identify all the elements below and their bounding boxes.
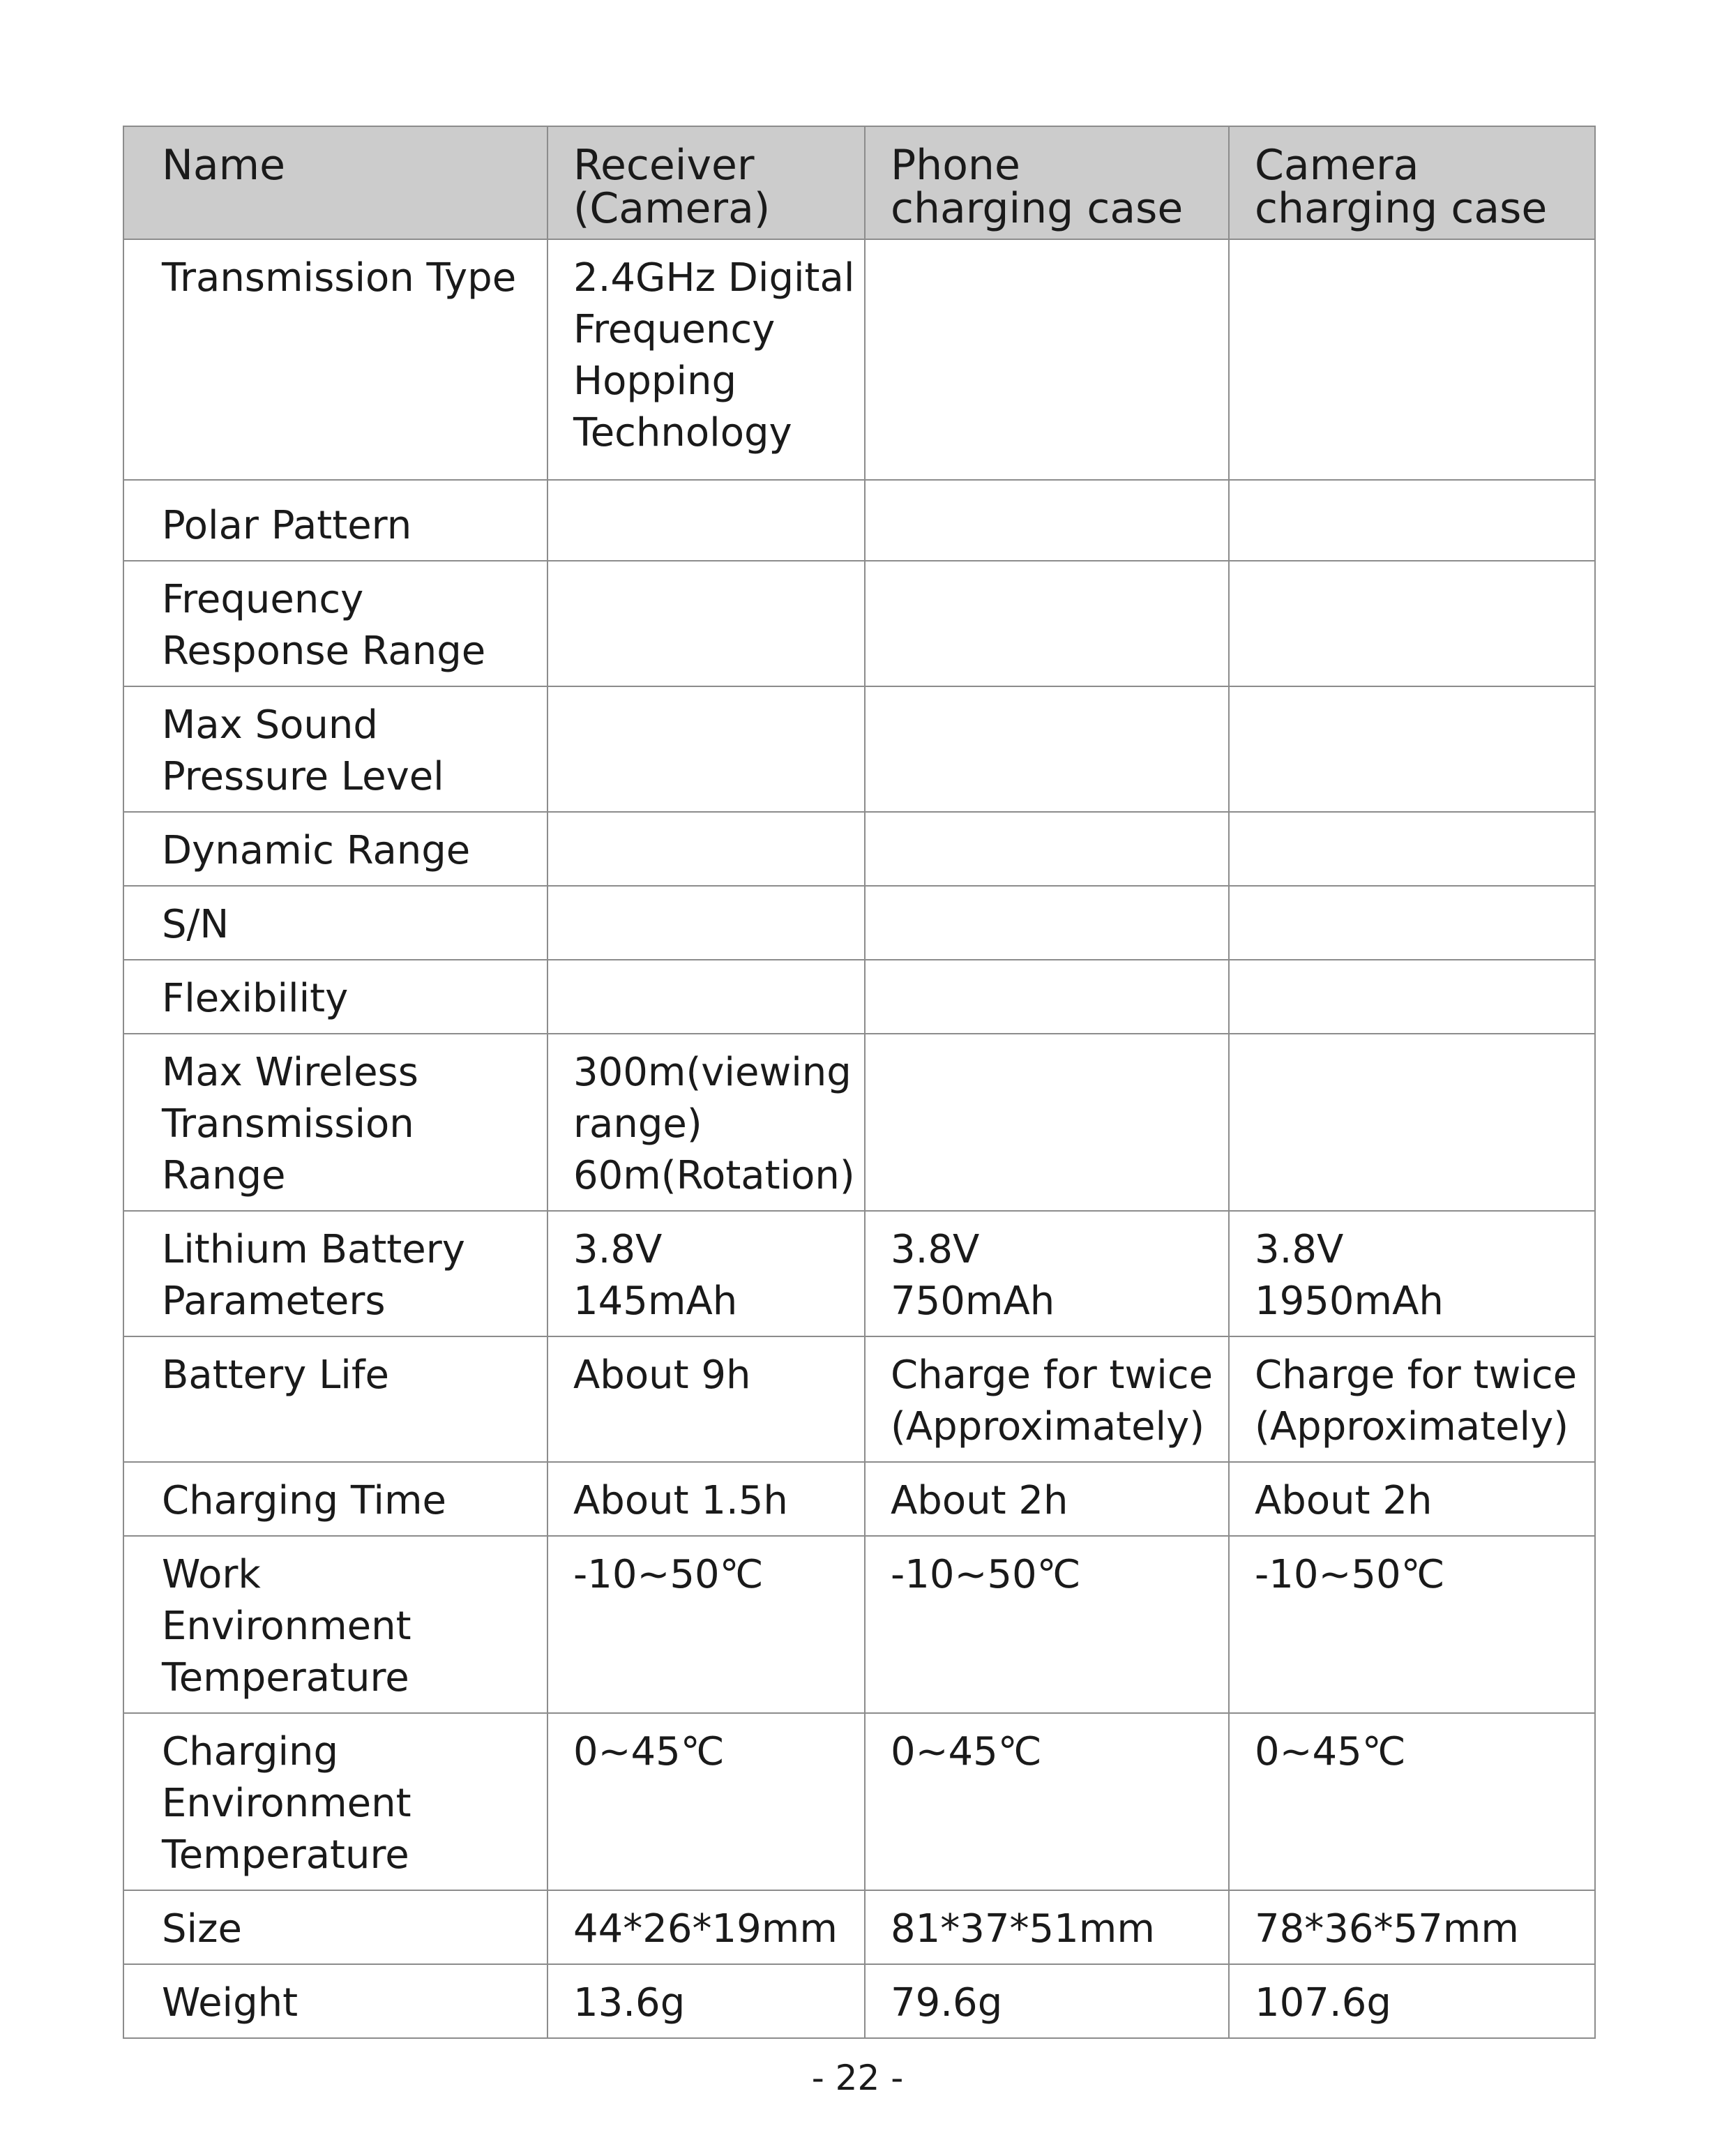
cell-phone-case bbox=[865, 960, 1229, 1034]
cell-receiver bbox=[547, 886, 865, 960]
cell-receiver: About 1.5h bbox=[547, 1462, 865, 1536]
cell-receiver: 2.4GHz Digital Frequency Hopping Technology bbox=[547, 239, 865, 480]
cell-phone-case bbox=[865, 561, 1229, 686]
cell-phone-case: 81*37*51mm bbox=[865, 1890, 1229, 1964]
cell-phone-case: 0~45℃ bbox=[865, 1713, 1229, 1890]
cell-phone-case bbox=[865, 886, 1229, 960]
specifications-table bbox=[123, 126, 1596, 2039]
header-name: Name bbox=[123, 126, 547, 239]
row-label: Dynamic Range bbox=[123, 812, 547, 886]
cell-camera-case: 3.8V 1950mAh bbox=[1229, 1211, 1595, 1336]
cell-camera-case bbox=[1229, 1034, 1595, 1211]
cell-camera-case: About 2h bbox=[1229, 1462, 1595, 1536]
cell-camera-case bbox=[1229, 239, 1595, 480]
row-label: Polar Pattern bbox=[123, 480, 547, 561]
cell-receiver: 3.8V 145mAh bbox=[547, 1211, 865, 1336]
cell-receiver bbox=[547, 561, 865, 686]
cell-phone-case: Charge for twice (Approximately) bbox=[865, 1336, 1229, 1462]
table-row bbox=[123, 886, 1595, 960]
cell-phone-case: 3.8V 750mAh bbox=[865, 1211, 1229, 1336]
cell-camera-case bbox=[1229, 480, 1595, 561]
cell-camera-case: 78*36*57mm bbox=[1229, 1890, 1595, 1964]
table-row bbox=[123, 1336, 1595, 1462]
cell-camera-case bbox=[1229, 886, 1595, 960]
page-number: - 22 - bbox=[811, 2058, 904, 2098]
table-row bbox=[123, 239, 1595, 480]
table-row bbox=[123, 686, 1595, 812]
cell-receiver: 13.6g bbox=[547, 1964, 865, 2038]
cell-receiver: 300m(viewing range) 60m(Rotation) bbox=[547, 1034, 865, 1211]
cell-receiver: About 9h bbox=[547, 1336, 865, 1462]
row-label: Work Environment Temperature bbox=[123, 1536, 547, 1713]
table-row bbox=[123, 1536, 1595, 1713]
row-label: Charging Time bbox=[123, 1462, 547, 1536]
table-row bbox=[123, 1034, 1595, 1211]
row-label: Flexibility bbox=[123, 960, 547, 1034]
row-label: Frequency Response Range bbox=[123, 561, 547, 686]
cell-receiver: -10~50℃ bbox=[547, 1536, 865, 1713]
cell-phone-case bbox=[865, 686, 1229, 812]
cell-camera-case: 0~45℃ bbox=[1229, 1713, 1595, 1890]
header-phone-case: Phone charging case bbox=[865, 126, 1229, 239]
cell-phone-case bbox=[865, 1034, 1229, 1211]
cell-phone-case: -10~50℃ bbox=[865, 1536, 1229, 1713]
cell-receiver: 44*26*19mm bbox=[547, 1890, 865, 1964]
cell-camera-case: Charge for twice (Approximately) bbox=[1229, 1336, 1595, 1462]
table-row bbox=[123, 1890, 1595, 1964]
cell-receiver: 0~45℃ bbox=[547, 1713, 865, 1890]
cell-phone-case bbox=[865, 812, 1229, 886]
cell-camera-case bbox=[1229, 561, 1595, 686]
table-row bbox=[123, 960, 1595, 1034]
cell-receiver bbox=[547, 686, 865, 812]
table-row bbox=[123, 1462, 1595, 1536]
cell-phone-case: About 2h bbox=[865, 1462, 1229, 1536]
cell-phone-case bbox=[865, 480, 1229, 561]
cell-phone-case bbox=[865, 239, 1229, 480]
row-label: Max Wireless Transmission Range bbox=[123, 1034, 547, 1211]
table-row bbox=[123, 480, 1595, 561]
row-label: S/N bbox=[123, 886, 547, 960]
row-label: Weight bbox=[123, 1964, 547, 2038]
table-row bbox=[123, 812, 1595, 886]
cell-receiver bbox=[547, 480, 865, 561]
cell-receiver bbox=[547, 960, 865, 1034]
cell-camera-case bbox=[1229, 812, 1595, 886]
header-receiver: Receiver (Camera) bbox=[547, 126, 865, 239]
cell-camera-case bbox=[1229, 960, 1595, 1034]
table-row bbox=[123, 1713, 1595, 1890]
cell-camera-case bbox=[1229, 686, 1595, 812]
table-header-row bbox=[123, 126, 1595, 239]
cell-receiver bbox=[547, 812, 865, 886]
row-label: Charging Environment Temperature bbox=[123, 1713, 547, 1890]
table-row bbox=[123, 1964, 1595, 2038]
cell-camera-case: 107.6g bbox=[1229, 1964, 1595, 2038]
row-label: Transmission Type bbox=[123, 239, 547, 480]
header-camera-case: Camera charging case bbox=[1229, 126, 1595, 239]
cell-camera-case: -10~50℃ bbox=[1229, 1536, 1595, 1713]
cell-phone-case: 79.6g bbox=[865, 1964, 1229, 2038]
row-label: Max Sound Pressure Level bbox=[123, 686, 547, 812]
table-row bbox=[123, 561, 1595, 686]
row-label: Battery Life bbox=[123, 1336, 547, 1462]
row-label: Lithium Battery Parameters bbox=[123, 1211, 547, 1336]
row-label: Size bbox=[123, 1890, 547, 1964]
table-row bbox=[123, 1211, 1595, 1336]
